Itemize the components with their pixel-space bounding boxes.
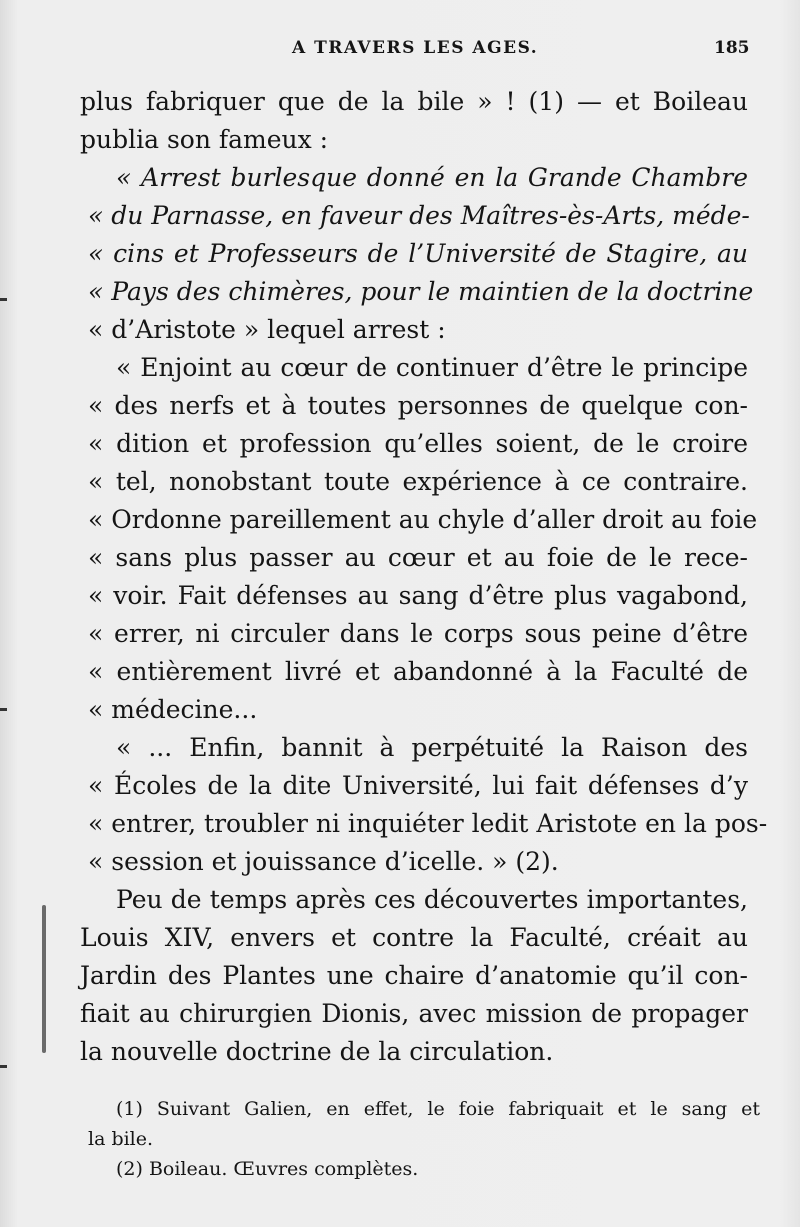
quote-line: « Ordonne pareillement au chyle d’aller droit au foie: [88, 505, 758, 534]
edge-tick-mark: [0, 708, 7, 711]
quote-line: « cins et Professeurs de l’Université de Stagire, au: [88, 239, 748, 268]
quote-line: « session et jouissance d’icelle. » (2).: [88, 847, 559, 876]
footnote-line: (2) Boileau. Œuvres complètes.: [116, 1158, 419, 1180]
quote-line: « du Parnasse, en faveur des Maîtres-ès-Arts, méde-: [88, 201, 750, 230]
quote-line: « dition et profession qu’elles soient, de le croire: [88, 429, 748, 458]
edge-tick-mark: [0, 298, 7, 301]
page-header: [0, 38, 800, 62]
quote-line: « ... Enfin, bannit à perpétuité la Raison des: [116, 733, 748, 762]
text-line: Jardin des Plantes une chaire d’anatomie qu’il con-: [80, 961, 748, 990]
text-line: la nouvelle doctrine de la circulation.: [80, 1037, 554, 1066]
quote-line: « Pays des chimères, pour le maintien de la doctrine: [88, 277, 754, 306]
text-line: Peu de temps après ces découvertes importantes,: [116, 885, 748, 914]
quote-line: « Arrest burlesque donné en la Grande Chambre: [116, 163, 748, 192]
quote-line: « entièrement livré et abandonné à la Faculté de: [88, 657, 748, 686]
quote-line: « d’Aristote » lequel arrest :: [88, 315, 446, 344]
quote-line: « Écoles de la dite Université, lui fait défenses d’y: [88, 771, 748, 800]
text-line: Louis XIV, envers et contre la Faculté, créait au: [80, 923, 748, 952]
quote-line: « des nerfs et à toutes personnes de quelque con-: [88, 391, 748, 420]
quote-line: « errer, ni circuler dans le corps sous peine d’être: [88, 619, 748, 648]
quote-line: « sans plus passer au cœur et au foie de le rece-: [88, 543, 748, 572]
pencil-margin-mark: [42, 905, 46, 1053]
quote-line: « médecine...: [88, 695, 258, 724]
quote-line: « voir. Fait défenses au sang d’être plus vagabond,: [88, 581, 748, 610]
quote-line: « Enjoint au cœur de continuer d’être le principe: [116, 353, 748, 382]
text-line: plus fabriquer que de la bile » ! (1) — et Boileau: [80, 87, 748, 116]
footnotes: [88, 1094, 760, 1184]
text-line: publia son fameux :: [80, 125, 329, 154]
quote-line: « entrer, troubler ni inquiéter ledit Aristote en la pos-: [88, 809, 768, 838]
page-number: 185: [714, 38, 750, 58]
footnote-line: la bile.: [88, 1128, 154, 1150]
quote-line: « tel, nonobstant toute expérience à ce contraire.: [88, 467, 748, 496]
footnote-line: (1) Suivant Galien, en effet, le foie fabriquait et le sang et: [116, 1098, 760, 1120]
edge-tick-mark: [0, 1065, 7, 1068]
running-title: A TRAVERS LES AGES.: [292, 38, 539, 58]
text-line: fiait au chirurgien Dionis, avec mission de propager: [80, 999, 748, 1028]
body-text: [80, 83, 768, 1071]
